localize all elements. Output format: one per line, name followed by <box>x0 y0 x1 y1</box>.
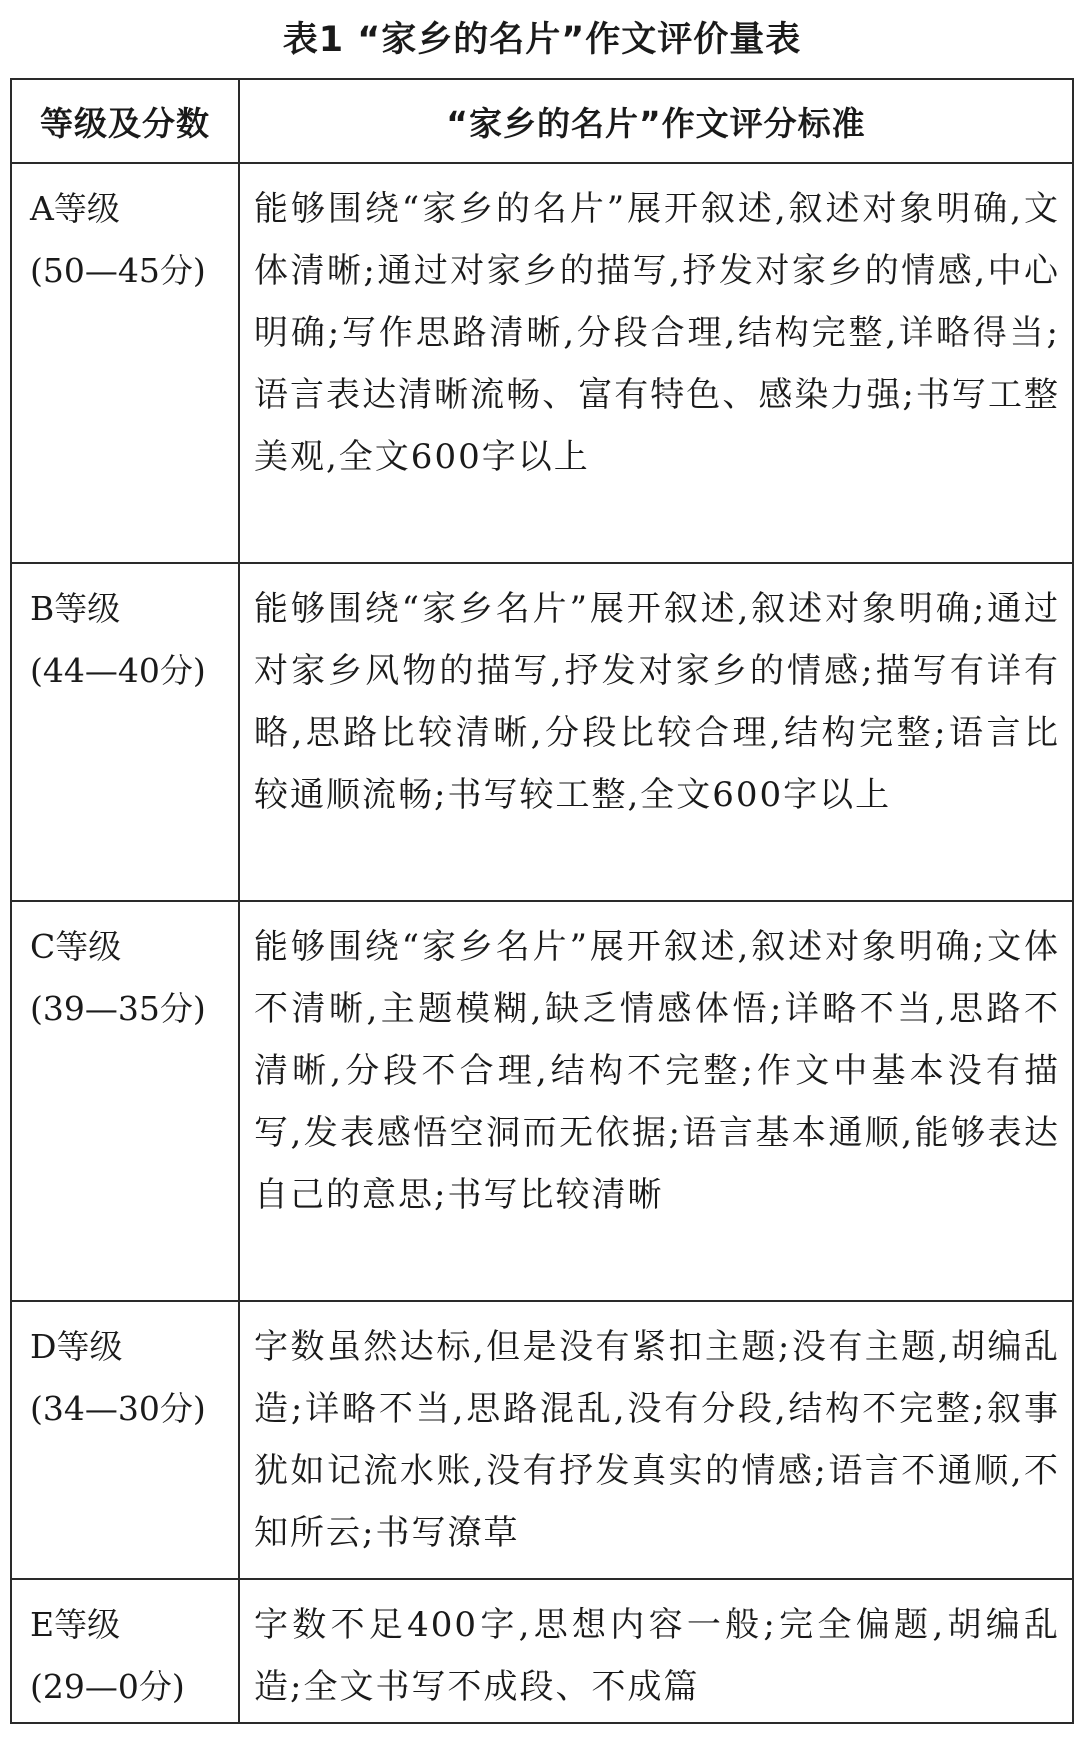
score-range: (44—40分) <box>30 651 206 690</box>
score-range: (29—0分) <box>30 1667 185 1706</box>
grade-label: B等级 <box>30 589 121 628</box>
grade-label: D等级 <box>30 1327 123 1366</box>
score-range: (39—35分) <box>30 989 206 1028</box>
criteria-cell: 能够围绕“家乡的名片”展开叙述,叙述对象明确,文体清晰;通过对家乡的描写,抒发对家乡的情感,中心明确;写作思路清晰,分段合理,结构完整,详略得当;语言表达清晰流畅、富有特色、感染力强;书写工整美观,全文600字以上 <box>239 163 1073 563</box>
grade-label: E等级 <box>30 1605 121 1644</box>
table-row <box>11 901 1073 1301</box>
criteria-cell: 字数虽然达标,但是没有紧扣主题;没有主题,胡编乱造;详略不当,思路混乱,没有分段,结构不完整;叙事犹如记流水账,没有抒发真实的情感;语言不通顺,不知所云;书写潦草 <box>239 1301 1073 1579</box>
grade-cell <box>11 563 239 901</box>
header-grade: 等级及分数 <box>11 79 239 163</box>
grade-cell <box>11 901 239 1301</box>
table-row <box>11 563 1073 901</box>
header-criteria: “家乡的名片”作文评分标准 <box>239 79 1073 163</box>
grade-label: C等级 <box>30 927 122 966</box>
grade-label: A等级 <box>30 189 120 228</box>
grade-cell <box>11 1579 239 1723</box>
criteria-cell: 能够围绕“家乡名片”展开叙述,叙述对象明确;通过对家乡风物的描写,抒发对家乡的情感;描写有详有略,思路比较清晰,分段比较合理,结构完整;语言比较通顺流畅;书写较工整,全文600字以上 <box>239 563 1073 901</box>
table-caption: 表1 “家乡的名片”作文评价量表 <box>282 20 802 60</box>
criteria-cell: 字数不足400字,思想内容一般;完全偏题,胡编乱造;全文书写不成段、不成篇 <box>239 1579 1073 1723</box>
score-range: (50—45分) <box>30 251 206 290</box>
table-row <box>11 163 1073 563</box>
score-range: (34—30分) <box>30 1389 206 1428</box>
table-row <box>11 1579 1073 1723</box>
rubric-table <box>10 78 1074 1724</box>
table-header-row <box>11 79 1073 163</box>
table-row <box>11 1301 1073 1579</box>
grade-cell <box>11 163 239 563</box>
criteria-cell: 能够围绕“家乡名片”展开叙述,叙述对象明确;文体不清晰,主题模糊,缺乏情感体悟;详略不当,思路不清晰,分段不合理,结构不完整;作文中基本没有描写,发表感悟空洞而无依据;语言基本通顺,能够表达自己的意思;书写比较清晰 <box>239 901 1073 1301</box>
grade-cell <box>11 1301 239 1579</box>
